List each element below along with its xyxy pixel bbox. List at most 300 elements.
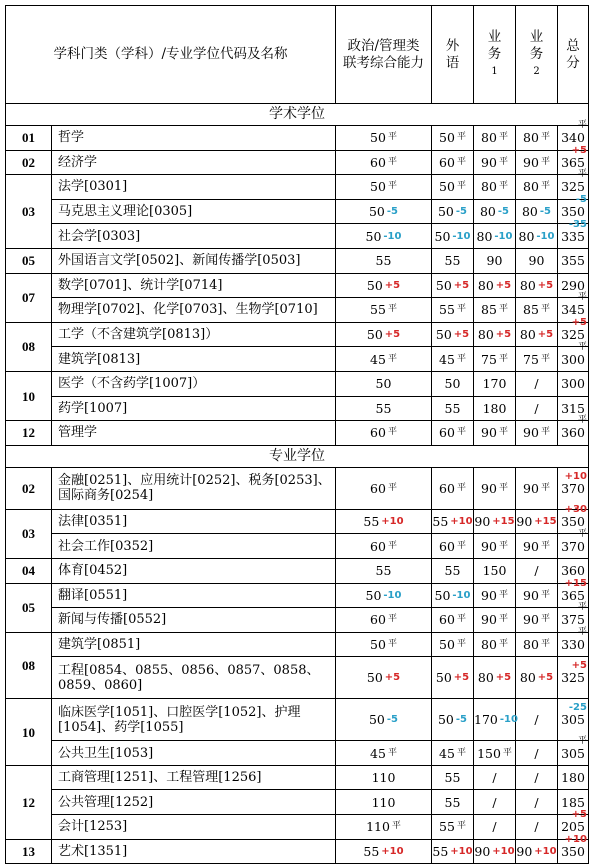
politics-score-value-wrap: [370, 425, 397, 440]
total-score: [558, 218, 589, 249]
foreign-score-value: 55: [444, 794, 461, 810]
politics-score-value: 110: [366, 819, 390, 835]
course2-score-value-wrap: [520, 670, 553, 685]
unchanged-mark: 平: [387, 132, 397, 143]
unchanged-mark: 平: [498, 589, 508, 600]
course2-score: [516, 815, 558, 840]
total-score-wrap: [561, 144, 587, 170]
course2-score-value: /: [534, 770, 539, 786]
foreign-score-value-wrap: [445, 253, 461, 268]
course1-score-value-wrap: [487, 253, 503, 268]
foreign-score: [432, 608, 474, 633]
change-mark: -5: [497, 206, 509, 218]
total-score-value: 305: [561, 712, 585, 728]
total-score: [558, 735, 589, 766]
unchanged-mark: 平: [387, 156, 397, 167]
table-row: [6, 224, 589, 249]
course1-score-value-wrap: [481, 612, 508, 627]
change-mark: -5: [575, 194, 587, 206]
foreign-score-value: 55: [439, 302, 455, 318]
politics-score: [336, 583, 432, 608]
foreign-score-value-wrap: [439, 425, 466, 440]
politics-score: [336, 741, 432, 766]
total-score-value: 350: [561, 514, 585, 530]
course1-score-value-wrap: [492, 819, 496, 834]
politics-score-value: 60: [370, 154, 386, 170]
foreign-score: [432, 657, 474, 699]
foreign-score: [432, 839, 474, 864]
discipline-name: 管理学: [52, 421, 336, 446]
total-score: [558, 467, 589, 509]
politics-score: [336, 126, 432, 151]
total-score-wrap: [561, 341, 587, 367]
foreign-score-value: 50: [437, 204, 454, 220]
unchanged-mark: 平: [540, 132, 550, 143]
course1-score-value: 80: [477, 670, 494, 686]
course1-score-value: 90: [481, 612, 497, 628]
politics-score-value-wrap: [366, 229, 402, 244]
politics-score-value: 60: [370, 425, 386, 441]
change-mark: -5: [455, 206, 467, 218]
politics-score: [336, 790, 432, 815]
total-score-value: 370: [561, 480, 585, 496]
course1-score-value-wrap: [477, 746, 512, 761]
foreign-score-value-wrap: [436, 278, 469, 293]
politics-score-value: 50: [370, 179, 386, 195]
discipline-name: 法学[0301]: [52, 175, 336, 200]
course2-score: [516, 509, 558, 534]
foreign-score-value: 50: [439, 179, 455, 195]
total-score-wrap: [561, 528, 587, 554]
total-score-wrap: [561, 702, 587, 728]
unchanged-mark: 平: [498, 353, 508, 364]
discipline-code: 03: [6, 509, 52, 558]
course2-score-value: /: [534, 400, 539, 416]
total-score-value: 325: [561, 327, 585, 343]
discipline-name: 外国语言文学[0502]、新闻传播学[0503]: [52, 248, 336, 273]
unchanged-mark: 平: [498, 156, 508, 167]
course1-score-value: 90: [481, 154, 497, 170]
discipline-code: 02: [6, 150, 52, 175]
course2-score-value: 80: [518, 228, 535, 244]
header-subject: 学科门类（学科）/专业学位代码及名称: [6, 6, 336, 104]
table-row: [6, 175, 589, 200]
politics-score-value-wrap: [370, 612, 397, 627]
politics-score: [336, 839, 432, 864]
course2-score-value: /: [534, 376, 539, 392]
change-mark: -5: [455, 714, 467, 726]
politics-score-value-wrap: [367, 670, 400, 685]
foreign-score-value-wrap: [439, 481, 466, 496]
unchanged-mark: 平: [577, 341, 587, 352]
total-score-wrap: [561, 253, 585, 268]
course1-score: [474, 765, 516, 790]
politics-score: [336, 558, 432, 583]
course1-score: [474, 632, 516, 657]
course1-score-value: 80: [476, 228, 493, 244]
course1-score-value: 80: [481, 130, 497, 146]
unchanged-mark: 平: [498, 427, 508, 438]
foreign-score-value-wrap: [438, 204, 467, 219]
change-mark: +10: [534, 845, 557, 857]
discipline-code: 08: [6, 632, 52, 699]
course1-score: [474, 175, 516, 200]
politics-score-value: 55: [375, 563, 392, 579]
course2-score-value-wrap: [523, 425, 550, 440]
course1-score-value-wrap: [481, 155, 508, 170]
score-table-body: [6, 104, 589, 864]
politics-score-value-wrap: [376, 401, 392, 416]
course2-score-value-wrap: [523, 179, 550, 194]
course2-score-value: 80: [519, 327, 536, 343]
course2-score: [516, 839, 558, 864]
foreign-score-value: 55: [439, 819, 455, 835]
course1-score-value-wrap: [481, 352, 508, 367]
course1-score-value: 80: [477, 327, 494, 343]
politics-score-value: 45: [370, 351, 386, 367]
change-mark: -10: [452, 230, 471, 242]
course2-score-value: 90: [516, 843, 533, 859]
politics-score-value: 55: [363, 514, 380, 530]
course1-score-value: 170: [482, 376, 507, 392]
total-score-value: 360: [561, 425, 585, 441]
course2-score-value: 90: [523, 425, 539, 441]
foreign-score-value-wrap: [445, 770, 461, 785]
course1-score-value-wrap: [474, 712, 518, 727]
course1-score-value-wrap: [477, 229, 513, 244]
foreign-score-value-wrap: [445, 376, 461, 391]
course2-score-value-wrap: [523, 481, 550, 496]
course2-score-value: /: [534, 563, 539, 579]
foreign-score-value-wrap: [439, 130, 466, 145]
course1-score-value-wrap: [481, 425, 508, 440]
course1-score: [474, 371, 516, 396]
total-score: [558, 248, 589, 273]
discipline-code: 10: [6, 699, 52, 766]
politics-score: [336, 298, 432, 323]
course1-score-value: 150: [482, 563, 507, 579]
table-row: [6, 421, 589, 446]
foreign-score-value: 60: [439, 425, 455, 441]
total-score-value: 375: [561, 612, 585, 628]
foreign-score-value-wrap: [439, 352, 466, 367]
total-score-wrap: [561, 795, 585, 810]
total-score-value: 290: [561, 277, 585, 293]
change-mark: +5: [495, 329, 512, 341]
foreign-score-value: 55: [444, 770, 461, 786]
discipline-name: 临床医学[1051]、口腔医学[1052]、护理[1054]、药学[1055]: [52, 699, 336, 741]
unchanged-mark: 平: [577, 626, 587, 637]
discipline-name: 法律[0351]: [52, 509, 336, 534]
course1-score: [474, 396, 516, 421]
discipline-name: 体育[0452]: [52, 558, 336, 583]
politics-score-value: 110: [371, 794, 396, 810]
course1-score-value: 90: [474, 514, 491, 530]
change-mark: +5: [453, 279, 470, 291]
politics-score-value-wrap: [372, 795, 396, 810]
course1-score: [474, 509, 516, 534]
unchanged-mark: 平: [540, 638, 550, 649]
course1-score-value-wrap: [492, 770, 496, 785]
course2-score-value: 90: [523, 612, 539, 628]
course1-score: [474, 199, 516, 224]
course2-score-value-wrap: [523, 155, 550, 170]
unchanged-mark: 平: [540, 353, 550, 364]
politics-score-value-wrap: [370, 352, 397, 367]
total-score-value: 300: [561, 376, 585, 392]
course1-score-value: 90: [486, 253, 503, 269]
course2-score-value: 90: [523, 154, 539, 170]
section-row: [6, 104, 589, 126]
total-score-wrap: [561, 602, 587, 628]
unchanged-mark: 平: [456, 614, 466, 625]
discipline-code: 05: [6, 248, 52, 273]
change-mark: +5: [571, 144, 587, 156]
total-score: [558, 765, 589, 790]
foreign-score: [432, 248, 474, 273]
course2-score: [516, 632, 558, 657]
discipline-code: 13: [6, 839, 52, 864]
politics-score-value: 60: [370, 480, 386, 496]
politics-score-value-wrap: [370, 637, 397, 652]
politics-score-value: 55: [375, 253, 392, 269]
course1-score-value: 75: [481, 351, 497, 367]
unchanged-mark: 平: [577, 169, 587, 180]
foreign-score-value-wrap: [445, 401, 461, 416]
discipline-name: 药学[1007]: [52, 396, 336, 421]
course1-score: [474, 248, 516, 273]
course1-score-value: /: [492, 819, 497, 835]
unchanged-mark: 平: [387, 540, 397, 551]
course1-score: [474, 741, 516, 766]
unchanged-mark: 平: [456, 353, 466, 364]
course2-score-value-wrap: [534, 795, 538, 810]
header-course2-char: 务: [529, 46, 544, 62]
course1-score: [474, 534, 516, 559]
foreign-score: [432, 765, 474, 790]
change-mark: +5: [537, 329, 554, 341]
politics-score: [336, 657, 432, 699]
change-mark: +15: [534, 516, 557, 528]
politics-score: [336, 534, 432, 559]
table-row: [6, 699, 589, 741]
politics-score: [336, 608, 432, 633]
course1-score-value-wrap: [492, 795, 496, 810]
politics-score-value: 60: [370, 538, 386, 554]
unchanged-mark: 平: [387, 181, 397, 192]
total-score-value: 360: [561, 563, 585, 579]
table-row: [6, 558, 589, 583]
course1-score-value-wrap: [481, 539, 508, 554]
politics-score: [336, 248, 432, 273]
course1-score: [474, 839, 516, 864]
change-mark: +5: [495, 279, 512, 291]
course1-score-value-wrap: [483, 563, 507, 578]
unchanged-mark: 平: [387, 747, 397, 758]
unchanged-mark: 平: [456, 821, 466, 832]
foreign-score-value-wrap: [445, 795, 461, 810]
discipline-name: 哲学: [52, 126, 336, 151]
score-table: [5, 5, 589, 864]
change-mark: +10: [564, 833, 587, 845]
politics-score-value: 110: [371, 770, 396, 786]
course2-score: [516, 347, 558, 372]
total-score-value: 315: [561, 400, 585, 416]
table-row: [6, 322, 589, 347]
course2-score-value: 90: [523, 480, 539, 496]
politics-score-value: 50: [366, 277, 383, 293]
course1-score: [474, 224, 516, 249]
table-row: [6, 741, 589, 766]
course1-score: [474, 347, 516, 372]
total-score: [558, 657, 589, 699]
course2-score: [516, 199, 558, 224]
discipline-code: 08: [6, 322, 52, 371]
course2-score-value-wrap: [523, 612, 550, 627]
total-score-value: 350: [561, 843, 585, 859]
discipline-name: 工学（不含建筑学[0813]）: [52, 322, 336, 347]
foreign-score-value: 50: [435, 327, 452, 343]
change-mark: +5: [537, 279, 554, 291]
total-score-wrap: [561, 626, 587, 652]
politics-score-value-wrap: [366, 819, 401, 834]
course2-score-value: 90: [528, 253, 545, 269]
foreign-score-value: 50: [439, 130, 455, 146]
discipline-code: 07: [6, 273, 52, 322]
course2-score-value-wrap: [520, 327, 553, 342]
header-course2-char: 业: [529, 29, 544, 45]
total-score-value: 365: [561, 587, 585, 603]
course2-score-value: /: [534, 712, 539, 728]
politics-score: [336, 396, 432, 421]
politics-score-value-wrap: [370, 130, 397, 145]
course2-score: [516, 790, 558, 815]
politics-score: [336, 815, 432, 840]
change-mark: +5: [384, 279, 401, 291]
course1-score-value: 80: [481, 636, 497, 652]
change-mark: +10: [450, 845, 473, 857]
course1-score: [474, 558, 516, 583]
section-row: [6, 445, 589, 467]
change-mark: -10: [383, 589, 402, 601]
course1-score: [474, 150, 516, 175]
change-mark: +5: [495, 672, 512, 684]
course2-score: [516, 608, 558, 633]
course2-score: [516, 371, 558, 396]
course2-score-value-wrap: [523, 539, 550, 554]
foreign-score: [432, 199, 474, 224]
table-row: [6, 583, 589, 608]
course2-score: [516, 322, 558, 347]
unchanged-mark: 平: [498, 482, 508, 493]
course2-score: [516, 534, 558, 559]
course2-score: [516, 396, 558, 421]
course1-score-value-wrap: [481, 179, 508, 194]
change-mark: -25: [568, 702, 587, 714]
total-score-wrap: [561, 278, 585, 293]
change-mark: -10: [499, 714, 518, 726]
course2-score-value: 90: [516, 514, 533, 530]
politics-score-value-wrap: [370, 179, 397, 194]
total-score: [558, 415, 589, 446]
course2-score-value: 80: [521, 204, 538, 220]
total-score-wrap: [561, 194, 587, 220]
course1-score-value: 170: [474, 712, 498, 728]
table-row: [6, 150, 589, 175]
course1-score-value-wrap: [481, 481, 508, 496]
change-mark: +10: [492, 845, 515, 857]
course2-score-value-wrap: [534, 770, 538, 785]
foreign-score: [432, 558, 474, 583]
unchanged-mark: 平: [577, 415, 587, 426]
table-row: [6, 839, 589, 864]
change-mark: +5: [571, 809, 587, 821]
foreign-score: [432, 534, 474, 559]
foreign-score-value-wrap: [439, 746, 466, 761]
course1-score-value-wrap: [474, 844, 514, 859]
table-row: [6, 509, 589, 534]
total-score-value: 325: [561, 670, 585, 686]
unchanged-mark: 平: [456, 181, 466, 192]
table-row: [6, 371, 589, 396]
politics-score-value: 50: [365, 228, 382, 244]
course1-score: [474, 298, 516, 323]
total-score-wrap: [561, 833, 587, 859]
total-score-wrap: [561, 660, 587, 686]
unchanged-mark: 平: [540, 427, 550, 438]
course2-score-value-wrap: [516, 844, 556, 859]
unchanged-mark: 平: [456, 304, 466, 315]
total-score-value: 180: [561, 770, 585, 786]
course1-score-value-wrap: [480, 204, 509, 219]
discipline-name: 工商管理[1251]、工程管理[1256]: [52, 765, 336, 790]
politics-score-value-wrap: [366, 588, 402, 603]
politics-score-value: 50: [370, 130, 386, 146]
foreign-score-value: 50: [437, 712, 454, 728]
change-mark: +5: [537, 672, 554, 684]
politics-score-value: 60: [370, 612, 386, 628]
foreign-score-value: 55: [444, 563, 461, 579]
header-politics-line1: 政治/管理类: [347, 37, 420, 54]
politics-score-value-wrap: [370, 481, 397, 496]
course1-score-value-wrap: [478, 670, 511, 685]
foreign-score-value: 45: [439, 351, 455, 367]
foreign-score: [432, 224, 474, 249]
table-row: [6, 657, 589, 699]
course1-score: [474, 126, 516, 151]
total-score-wrap: [561, 376, 585, 391]
foreign-score-value-wrap: [439, 612, 466, 627]
header-course1-char: 业: [487, 29, 502, 45]
total-score-value: 300: [561, 351, 585, 367]
unchanged-mark: 平: [456, 132, 466, 143]
discipline-name: 物理学[0702]、化学[0703]、生物学[0710]: [52, 298, 336, 323]
discipline-code: 04: [6, 558, 52, 583]
change-mark: +10: [381, 516, 404, 528]
course2-score-value-wrap: [523, 588, 550, 603]
politics-score: [336, 199, 432, 224]
course2-score-value: 80: [523, 636, 539, 652]
total-score-wrap: [561, 809, 587, 835]
discipline-code: 01: [6, 126, 52, 151]
table-row: [6, 467, 589, 509]
foreign-score-value: 50: [435, 277, 452, 293]
course2-score: [516, 765, 558, 790]
course1-score: [474, 699, 516, 741]
course1-score-value: 85: [481, 302, 497, 318]
change-mark: +5: [571, 660, 587, 672]
foreign-score-value: 55: [444, 253, 461, 269]
